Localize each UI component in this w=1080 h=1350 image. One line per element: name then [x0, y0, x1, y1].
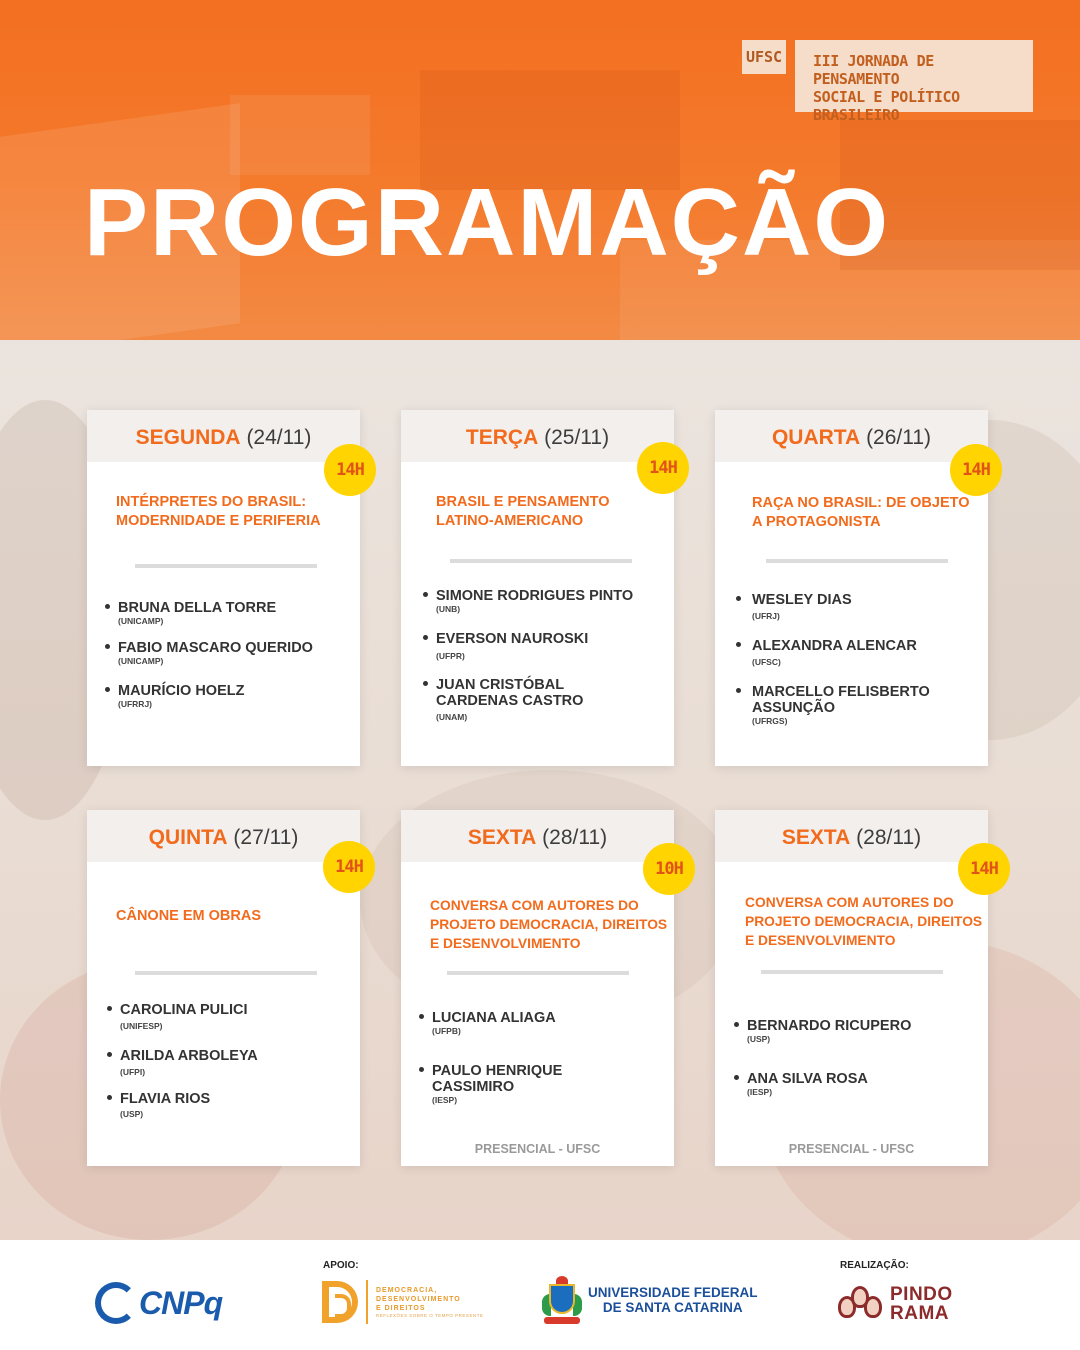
pindorama-wordmark: PINDO RAMA [890, 1284, 953, 1324]
time-badge: 10H [643, 843, 695, 895]
schedule-card-quarta [715, 410, 988, 766]
session-topic: INTÉRPRETES DO BRASIL: MODERNIDADE E PERIFERIA [116, 494, 321, 529]
speaker-name: ARILDA ARBOLEYA [120, 1048, 258, 1064]
day-name: SEXTA [467, 826, 537, 849]
bullet-icon [736, 688, 741, 693]
day-date: (28/11) [856, 826, 922, 849]
bullet-icon [734, 1075, 739, 1080]
speaker-item [120, 1002, 248, 1032]
schedule-card-terca [401, 410, 677, 766]
day-name: SEXTA [781, 826, 851, 849]
bullet-icon [107, 1095, 112, 1100]
session-topic: CÂNONE EM OBRAS [116, 908, 262, 924]
speaker-name: JUAN CRISTÓBAL CARDENAS CASTRO [436, 677, 584, 709]
card-day-header [87, 410, 360, 462]
speaker-institution: (UFRGS) [752, 716, 788, 726]
speaker-item [432, 1063, 562, 1106]
bullet-icon [107, 1052, 112, 1057]
speaker-name: FLAVIA RIOS [120, 1091, 211, 1107]
speaker-name: WESLEY DIAS [752, 592, 852, 608]
card-divider [766, 559, 948, 563]
day-date: (28/11) [542, 826, 608, 849]
card-divider [761, 970, 943, 974]
speaker-item [752, 592, 852, 622]
time-badge: 14H [950, 444, 1002, 496]
speaker-institution: (UFPI) [120, 1067, 146, 1077]
card-divider [447, 971, 629, 975]
schedule-card-segunda [87, 410, 364, 766]
realizacao-label: REALIZAÇÃO: [840, 1260, 909, 1271]
pindorama-logo [838, 1284, 953, 1324]
ddd-icon [322, 1281, 358, 1323]
speaker-institution: (UFSC) [752, 657, 781, 667]
ufsc-wordmark: UNIVERSIDADE FEDERAL DE SANTA CATARINA [588, 1285, 758, 1315]
day-name: TERÇA [465, 426, 539, 449]
schedule-card-sexta-10h [401, 810, 683, 1166]
apoio-label: APOIO: [323, 1260, 359, 1271]
modality-label: PRESENCIAL - UFSC [474, 1142, 601, 1156]
speaker-institution: (IESP) [747, 1087, 773, 1097]
day-date: (27/11) [233, 826, 299, 849]
speaker-item [436, 631, 588, 662]
speaker-item [120, 1091, 210, 1120]
day-date: (24/11) [246, 426, 312, 449]
bullet-icon [736, 642, 741, 647]
page-title: PROGRAMAÇÃO [84, 169, 890, 276]
speaker-item [432, 1010, 556, 1037]
event-title-line1: III JORNADA DE PENSAMENTO [813, 52, 934, 88]
speaker-institution: (IESP) [432, 1095, 458, 1105]
session-topic: RAÇA NO BRASIL: DE OBJETO A PROTAGONISTA [752, 495, 970, 530]
modality-label: PRESENCIAL - UFSC [788, 1142, 915, 1156]
schedule-card-quinta [87, 810, 363, 1166]
time-badge: 14H [958, 843, 1010, 895]
speaker-name: FABIO MASCARO QUERIDO [118, 640, 313, 656]
bullet-icon [105, 604, 110, 609]
bullet-icon [107, 1006, 112, 1011]
speaker-item [436, 588, 633, 615]
background-shape [230, 95, 370, 175]
session-topic: BRASIL E PENSAMENTO LATINO-AMERICANO [436, 494, 610, 529]
speaker-institution: (UFRRJ) [118, 699, 152, 709]
ddd-wordmark: DEMOCRACIA, DESENVOLVIMENTO E DIREITOS [376, 1287, 461, 1312]
card-day-header [401, 810, 674, 862]
speaker-institution: (UNIFESP) [120, 1021, 163, 1031]
session-topic: CONVERSA COM AUTORES DO PROJETO DEMOCRACIA, DIREITOS E DESENVOLVIMENTO [745, 895, 983, 948]
speaker-institution: (UNICAMP) [118, 656, 164, 666]
speaker-institution: (UFPB) [432, 1026, 461, 1036]
speaker-institution: (UFRJ) [752, 611, 780, 621]
ufsc-crest-icon [542, 1276, 582, 1324]
speaker-item [747, 1018, 911, 1045]
speaker-item [118, 640, 313, 667]
time-badge: 14H [324, 444, 376, 496]
event-title-box [795, 40, 1033, 124]
pindorama-faces-icon [838, 1284, 884, 1324]
day-date: (26/11) [866, 426, 932, 449]
speaker-name: ALEXANDRA ALENCAR [752, 638, 917, 654]
speaker-institution: (UNICAMP) [118, 616, 164, 626]
cnpq-icon [95, 1282, 137, 1324]
bullet-icon [423, 635, 428, 640]
time-badge: 14H [637, 442, 689, 494]
speaker-item [752, 684, 930, 727]
ufsc-tag: UFSC [742, 40, 786, 74]
card-day-header [401, 410, 674, 462]
bullet-icon [105, 687, 110, 692]
card-day-header [87, 810, 360, 862]
day-date: (25/11) [544, 426, 610, 449]
ufsc-logo [542, 1276, 758, 1324]
header-banner [0, 0, 1080, 340]
event-title-line2: SOCIAL E POLÍTICO BRASILEIRO [813, 88, 960, 124]
speaker-institution: (USP) [747, 1034, 771, 1044]
card-divider [135, 971, 317, 975]
speaker-institution: (UFPR) [436, 651, 465, 661]
speaker-name: BERNARDO RICUPERO [747, 1018, 912, 1034]
speaker-name: LUCIANA ALIAGA [432, 1010, 556, 1026]
speaker-name: MAURÍCIO HOELZ [118, 683, 245, 699]
speaker-name: ANA SILVA ROSA [747, 1071, 868, 1087]
day-name: SEGUNDA [135, 426, 241, 449]
speaker-name: CAROLINA PULICI [120, 1002, 248, 1018]
card-day-header [715, 410, 988, 462]
day-name: QUINTA [148, 826, 228, 849]
card-divider [135, 564, 317, 568]
bullet-icon [423, 681, 428, 686]
bullet-icon [419, 1067, 424, 1072]
ddd-tagline: REFLEXÕES SOBRE O TEMPO PRESENTE [376, 1313, 484, 1318]
card-day-header [715, 810, 988, 862]
speaker-item [120, 1048, 258, 1078]
speaker-name: BRUNA DELLA TORRE [118, 600, 277, 616]
speaker-name: EVERSON NAUROSKI [436, 631, 589, 647]
speaker-name: SIMONE RODRIGUES PINTO [436, 588, 634, 604]
speaker-item [118, 683, 244, 710]
speaker-item [747, 1071, 868, 1098]
schedule-card-sexta-14h [715, 810, 998, 1166]
bullet-icon [734, 1022, 739, 1027]
cnpq-logo [95, 1282, 222, 1324]
bullet-icon [105, 644, 110, 649]
ddd-logo [322, 1280, 483, 1324]
speaker-institution: (USP) [120, 1109, 144, 1119]
bullet-icon [419, 1014, 424, 1019]
speaker-name: PAULO HENRIQUE CASSIMIRO [432, 1063, 563, 1095]
card-divider [450, 559, 632, 563]
day-name: QUARTA [771, 426, 861, 449]
bullet-icon [736, 596, 741, 601]
speaker-item [118, 600, 276, 627]
cnpq-wordmark: CNPq [139, 1284, 223, 1321]
session-topic: CONVERSA COM AUTORES DO PROJETO DEMOCRACIA, DIREITOS E DESENVOLVIMENTO [430, 898, 668, 951]
speaker-institution: (UNB) [436, 604, 461, 614]
ddd-separator [366, 1280, 368, 1324]
speaker-institution: (UNAM) [436, 712, 468, 722]
time-badge: 14H [323, 841, 375, 893]
footer-logos [0, 1240, 1080, 1350]
speaker-name: MARCELLO FELISBERTO ASSUNÇÃO [752, 684, 930, 716]
speaker-item [752, 638, 917, 668]
speaker-item [436, 677, 583, 723]
bullet-icon [423, 592, 428, 597]
